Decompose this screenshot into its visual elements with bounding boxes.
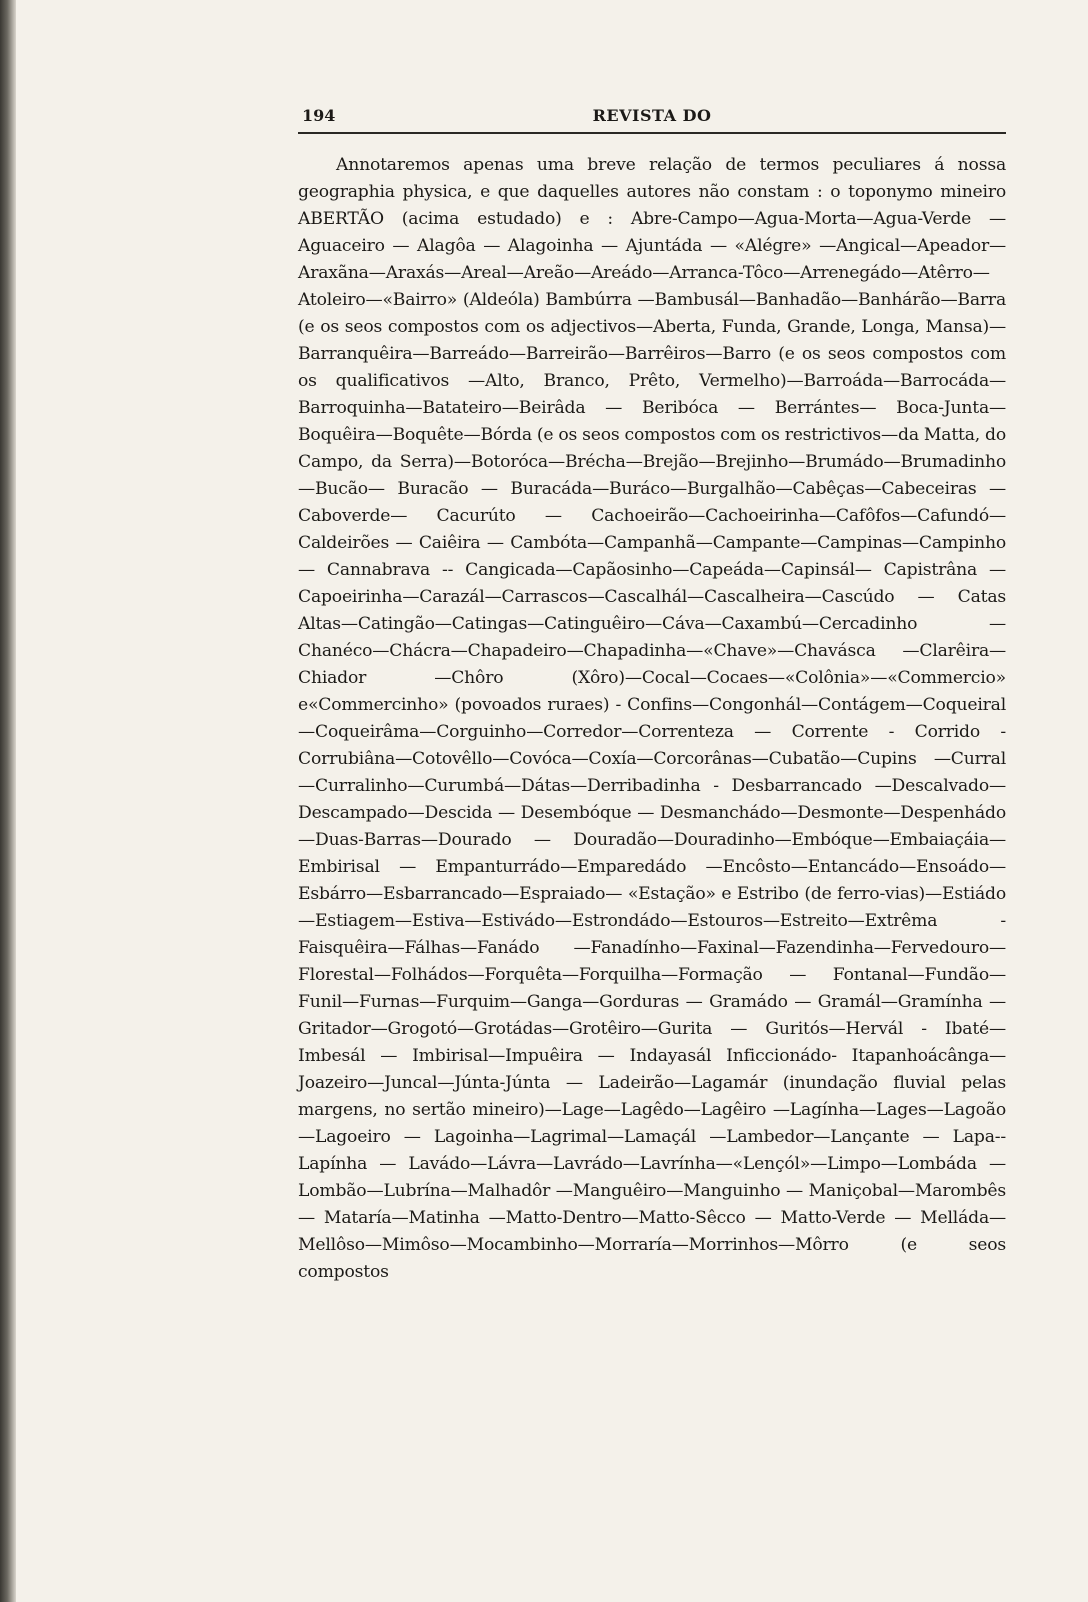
body-paragraph: Annotaremos apenas uma breve relação de termos peculiares á nossa geographia physica, e que daquelles autores não constam : o toponymo mineiro ABERTÃO (acima estudado) e : Abre-Campo—Agua-Morta—Agua-Verde — Aguaceiro — Alagôa — Alagoinha — Ajuntáda — «Alégre» —Angical—Apeador—Araxãna—Araxás—Areal—Areão—Areádo—Arranca-Tôco—Arrenegádo—Atêrro—Atoleiro—«Bairro» (Aldeóla) Bambúrra —Bambusál—Banhadão—Banhárão—Barra (e os seos compostos com os adjectivos—Aberta, Funda, Grande, Longa, Mansa)—Barranquêira—Barreádo—Barreirão—Barrêiros—Barro (e os seos compostos com os qualificativos —Alto, Branco, Prêto, Vermelho)—Barroáda—Barrocáda—Barroquinha—Batateiro—Beirâda — Beribóca — Berrántes— Boca-Junta—Boquêira—Boquête—Bórda (e os seos compostos com os restrictivos—da Matta, do Campo, da Serra)—Botoróca—Bréchа—Brejão—Brejinho—Brumádo—Brumadinho—Bucão— Buracão — Buracáda—Burácо—Burgalhão—Cabêças—Cabeceiras — Caboverde— Cacurúto — Cachoeirão—Cachoeirinha—Cafôfos—Cafundó—Caldeirões — Caiêira — Cambóta—Campanhã—Campante—Campinas—Campinho — Cannabrava -- Cangicada—Capãosinho—Capeáda—Capinsál— Capistrâna — Capoeirinha—Carazál—Carrascos—Cascalhál—Cascalheira—Cascúdo — Catas Altas—Catingão—Catingas—Catinguêiro—Cáva—Caxambú—Cercadinho — Chanéco—Chácra—Chapadeiro—Chapadinha—«Chave»—Chavásca —Clarêira—Chiador —Chôro (Xôro)—Cocal—Cocaes—«Colônia»—«Commercio» e«Commercinho» (povoados ruraes) - Confins—Congonhál—Contágem—Coqueiral—Coqueirâma—Corguinho—Corredor—Correnteza — Corrente - Corrido - Corrubiâna—Cotovêllo—Covóca—Coxía—Corcorânas—Cubatão—Cupins —Curral—Curralinho—Curumbá—Dátas—Derribadinha - Desbarrancado —Descalvado—Descampado—Descida — Desembóque — Desmanchádo—Desmonte—Despenhádo—Duas-Barras—Dourado — Douradão—Douradinho—Embóque—Embaiaçáia—Embirisal — Empanturrádo—Emparedádo —Encôsto—Entancádo—Ensoádo—Esbárro—Esbarrancado—Espraiado— «Estação» e Estribo (de ferro-vias)—Estiádo—Estiagem—Estiva—Estivádo—Estrondádo—Estouros—Estreito—Extrêma - Faisquêira—Fálhas—Fanádo —Fanadínho—Faxinal—Fazendinha—Fervedouro—Florestal—Folhádos—Forquêta—Forquilha—Formação — Fontanal—Fundão—Funil—Furnas—Furquim—Ganga—Gorduras — Gramádo — Gramál—Gramínha —Gritador—Grogotó—Grotádas—Grotêiro—Gurita — Guritós—Hervál - Ibaté—Imbesál — Imbirisal—Impuêira — Indayasál Inficcionádo- Itapanhoácânga—Joazeiro—Juncal—Júnta-Júnta — Ladeirão—Lagamár (inundação fluvial pelas margens, no sertão mineiro)—Lage—Lagêdo—Lagêiro —Lagínha—Lages—Lagoão—Lagoeiro — Lagoinha—Lagrimal—Lamaçál —Lambedor—Lançante — Lapa--Lapínha — Lavádo—Lávra—Lavrádo—Lavrínha—«Lençól»—Limpo—Lombáda — Lombão—Lubrína—Malhadôr —Manguêiro—Manguinho — Maniçobal—Marombês — Mataría—Matinha —Matto-Dentro—Matto-Sêcco — Matto-Verde — Melláda—Mellôso—Mimôso—Mocambinho—Morraría—Morrinhos—Môrro (e seos compostos — [298, 155, 1006, 1282]
book-binding-edge — [0, 0, 16, 1602]
page — [298, 100, 1006, 1286]
header-rule — [298, 132, 1006, 134]
page-number: 194 — [302, 106, 336, 125]
running-head — [298, 100, 1006, 130]
running-title: REVISTA DO — [592, 106, 712, 125]
